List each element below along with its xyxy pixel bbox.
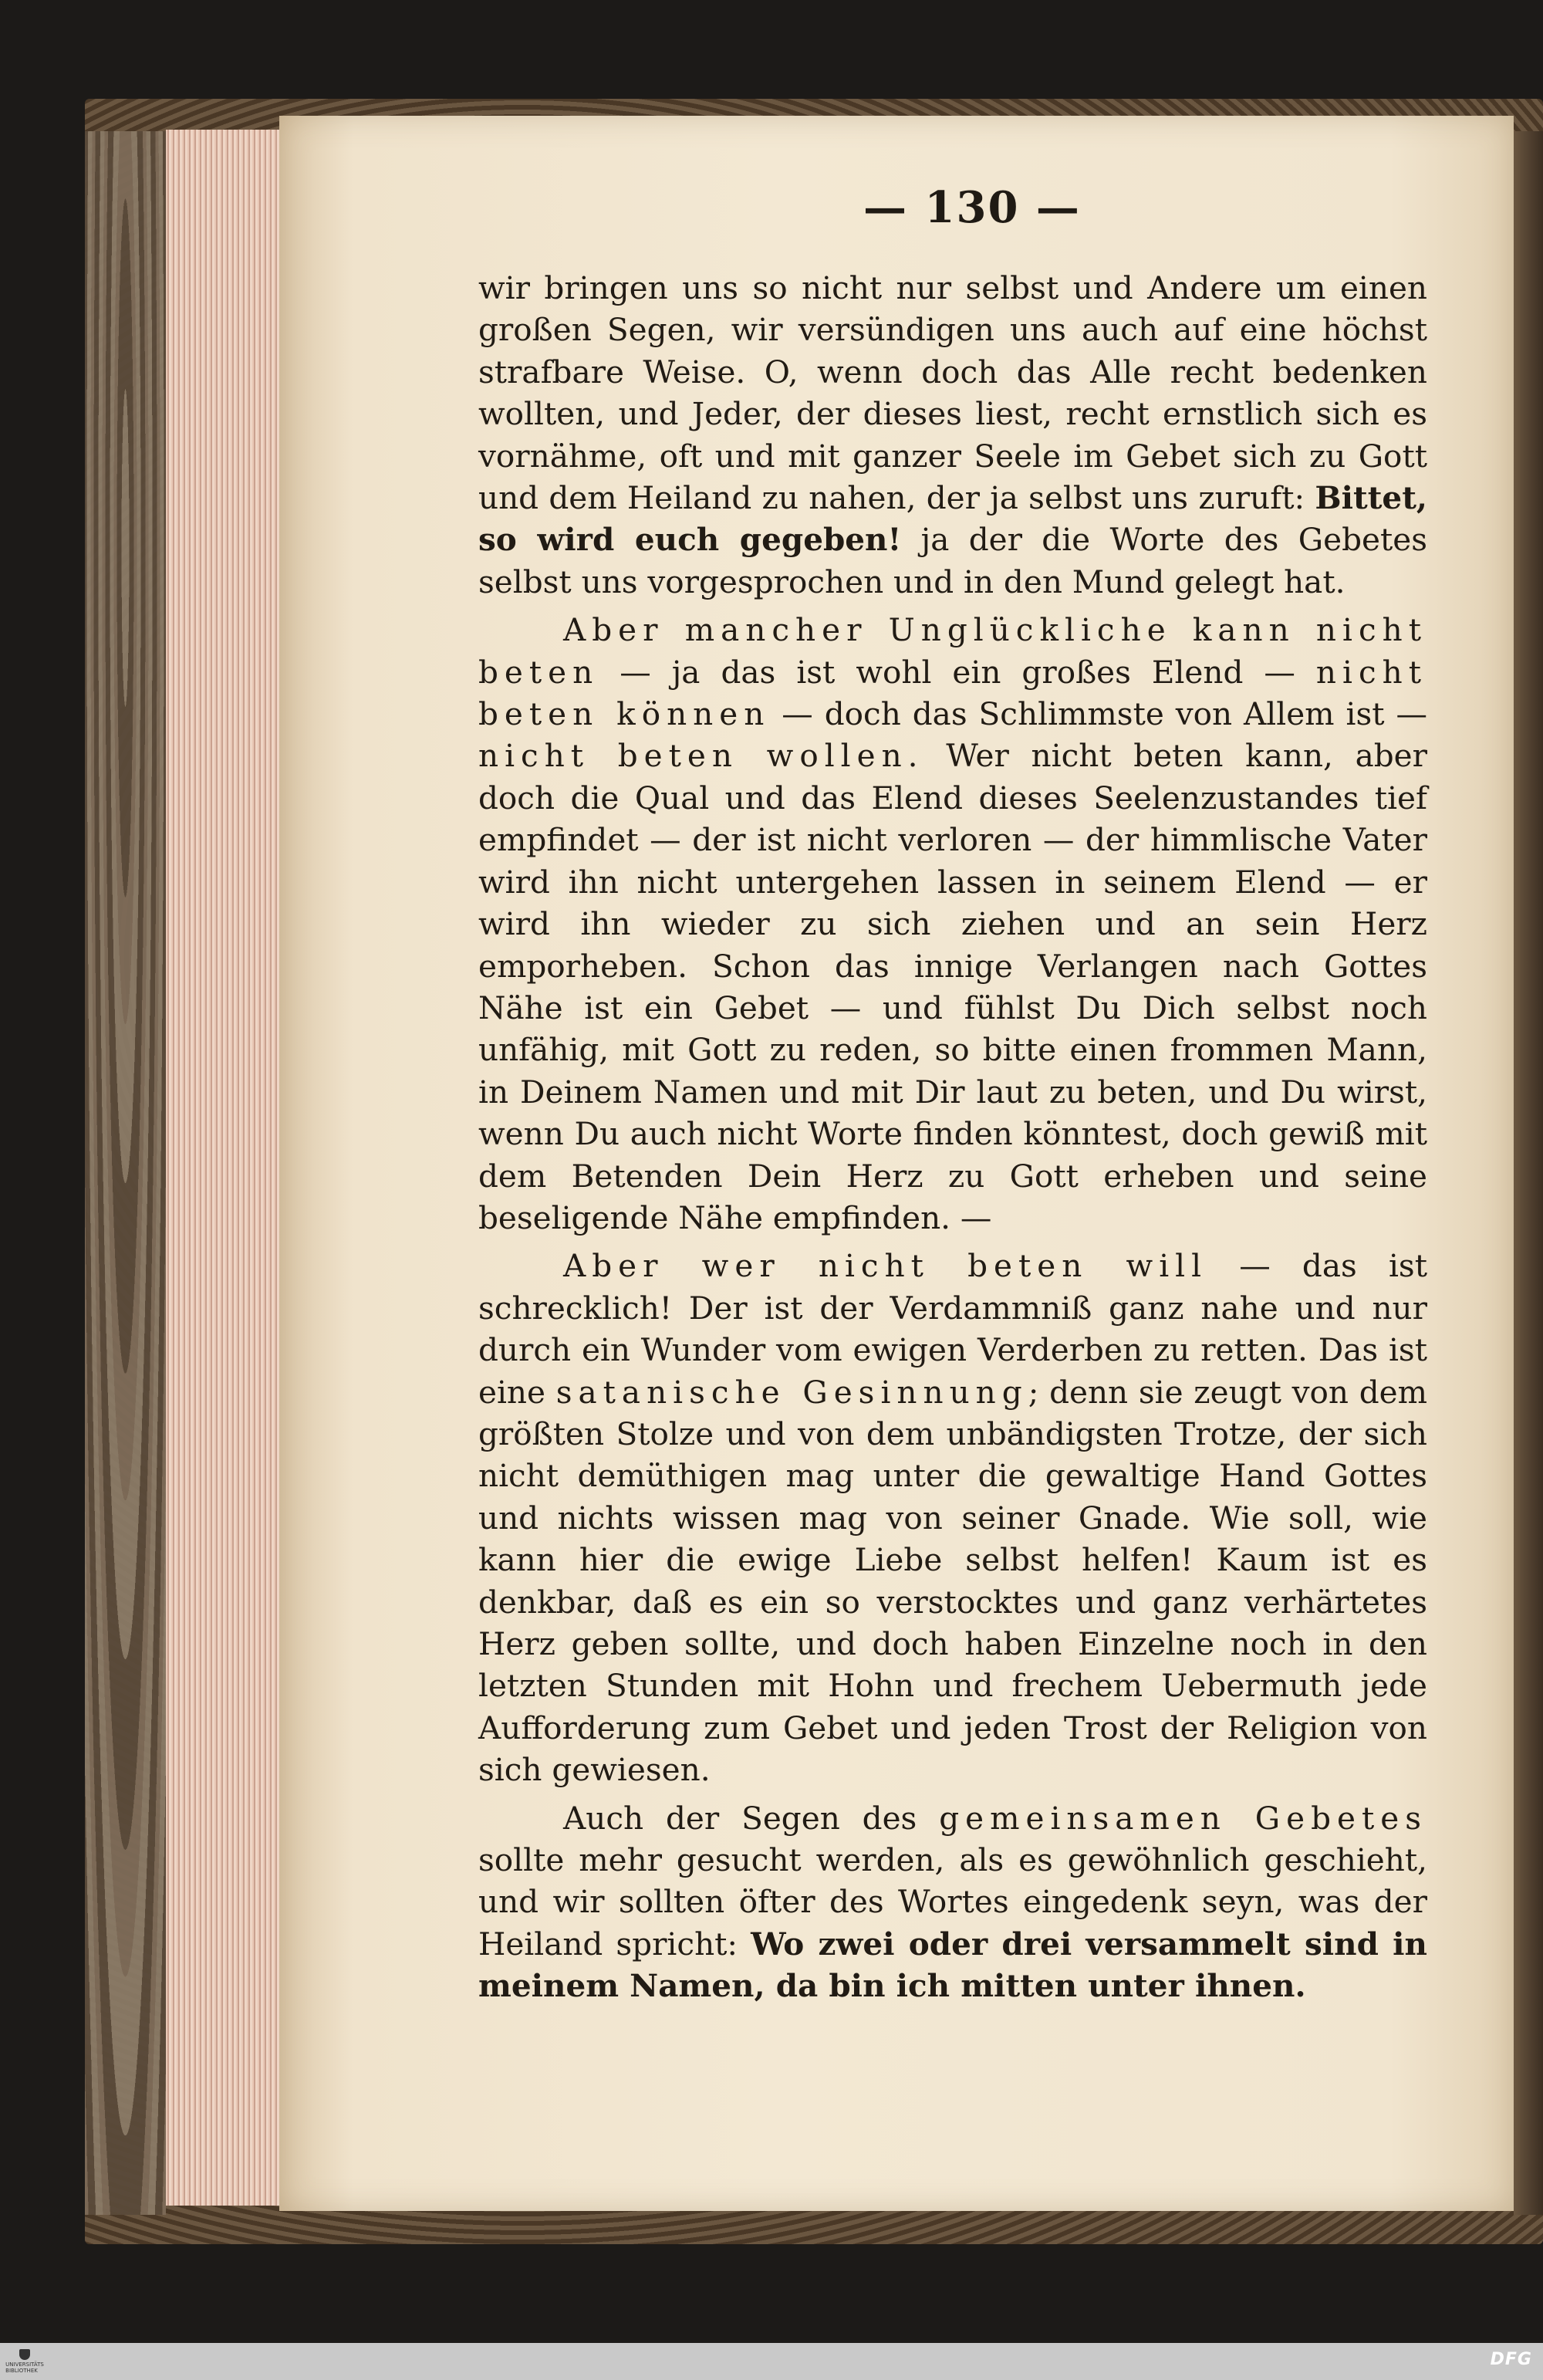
spaced-emphasis-text: satanische Gesinnung (555, 1373, 1028, 1411)
paragraph (478, 267, 1427, 603)
paragraph (478, 609, 1427, 1239)
body-text: wir bringen uns so nicht nur selbst und Andere um einen großen Segen, wir versündigen uns auch auf eine höchst strafbare Weise. O, wenn doch das Alle recht bedenken wollten, und Jeder, der dieses liest, recht ernstlich sich es vornähme, oft und mit ganzer Seele im Gebet sich zu Gott und dem Heiland zu nahen, der ja selbst uns zuruft: (478, 269, 1427, 517)
cover-right-edge (1514, 131, 1543, 2215)
spaced-emphasis-text: nicht beten können (478, 653, 1427, 733)
body-text: — ja das ist wohl ein großes Elend — (599, 653, 1316, 691)
spaced-emphasis-text: Aber wer nicht beten will (563, 1247, 1208, 1285)
body-text: — doch das Schlimmste von Allem ist — (770, 695, 1427, 733)
library-logo (5, 2346, 44, 2377)
paragraph (478, 1245, 1427, 1790)
body-text: — das ist schrecklich! Der ist der Verdammniß ganz nahe und nur durch ein Wunder vom ewigen Verderben zu retten. Das ist eine (478, 1247, 1427, 1411)
paragraph (478, 1797, 1427, 2007)
library-label: UNIVERSITÄTS BIBLIOTHEK (5, 2361, 44, 2374)
body-text: Auch der Segen des (563, 1799, 940, 1837)
body-text: ja der die Worte des Gebetes selbst uns vorgesprochen und in den Mund gelegt hat. (478, 521, 1428, 600)
spaced-emphasis-text: gemeinsamen Gebetes (939, 1799, 1427, 1837)
body-text: Wer nicht beten kann, aber doch die Qual und das Elend dieses Seelenzustandes tief empfindet — der ist nicht verloren — der himmlische Vater wird ihn nicht untergehen lassen in seinem Elend — er wird ihn wieder zu sich ziehen und an sein Herz emporheben. Schon das innige Verlangen nach Gottes Nähe ist ein Gebet — und fühlst Du Dich selbst noch unfähig, mit Gott zu reden, so bitte einen frommen Mann, in Deinem Namen und mit Dir laut zu beten, und Du wirst, wenn Du auch nicht Worte finden könntest, doch gewiß mit dem Betenden Dein Herz zu Gott erheben und seine beseligende Nähe empfinden. — (478, 737, 1427, 1236)
viewer-footer-bar (0, 2343, 1543, 2380)
body-text: ; denn sie zeugt von dem größten Stolze und von dem unbändigsten Trotze, der sich nicht demüthigen mag unter die gewaltige Hand Gottes und nichts wissen mag von seiner Gnade. Wie soll, wie kann hier die ewige Liebe selbst helfen! Kaum ist es denkbar, daß es ein so verstocktes und ganz verhärtetes Herz geben sollte, und doch haben Einzelne noch in den letzten Stunden mit Hohn und frechem Uebermuth jede Aufforderung zum Gebet und jeden Trost der Religion von sich gewiesen. (478, 1373, 1427, 1789)
bold-text: Bittet, so wird euch gegeben! (478, 479, 1427, 559)
spaced-emphasis-text: nicht beten wollen. (478, 737, 924, 775)
marbled-endpaper (85, 131, 166, 2215)
spaced-emphasis-text: Aber mancher Unglückliche kann nicht beten (478, 611, 1427, 691)
page-edges (166, 130, 282, 2206)
text-block (478, 267, 1427, 2007)
bold-text: Wo zwei oder drei versammelt sind in meinem Namen, da bin ich mitten unter ihnen. (478, 1925, 1427, 2005)
library-crest-icon (19, 2349, 30, 2360)
page-number: — 130 — (863, 182, 1081, 233)
body-text: sollte mehr gesucht werden, als es gewöhnlich geschieht, und wir sollten öfter des Wortes eingedenk seyn, was der Heiland spricht: (478, 1841, 1427, 1962)
dfg-logo: DFG (1490, 2350, 1532, 2369)
